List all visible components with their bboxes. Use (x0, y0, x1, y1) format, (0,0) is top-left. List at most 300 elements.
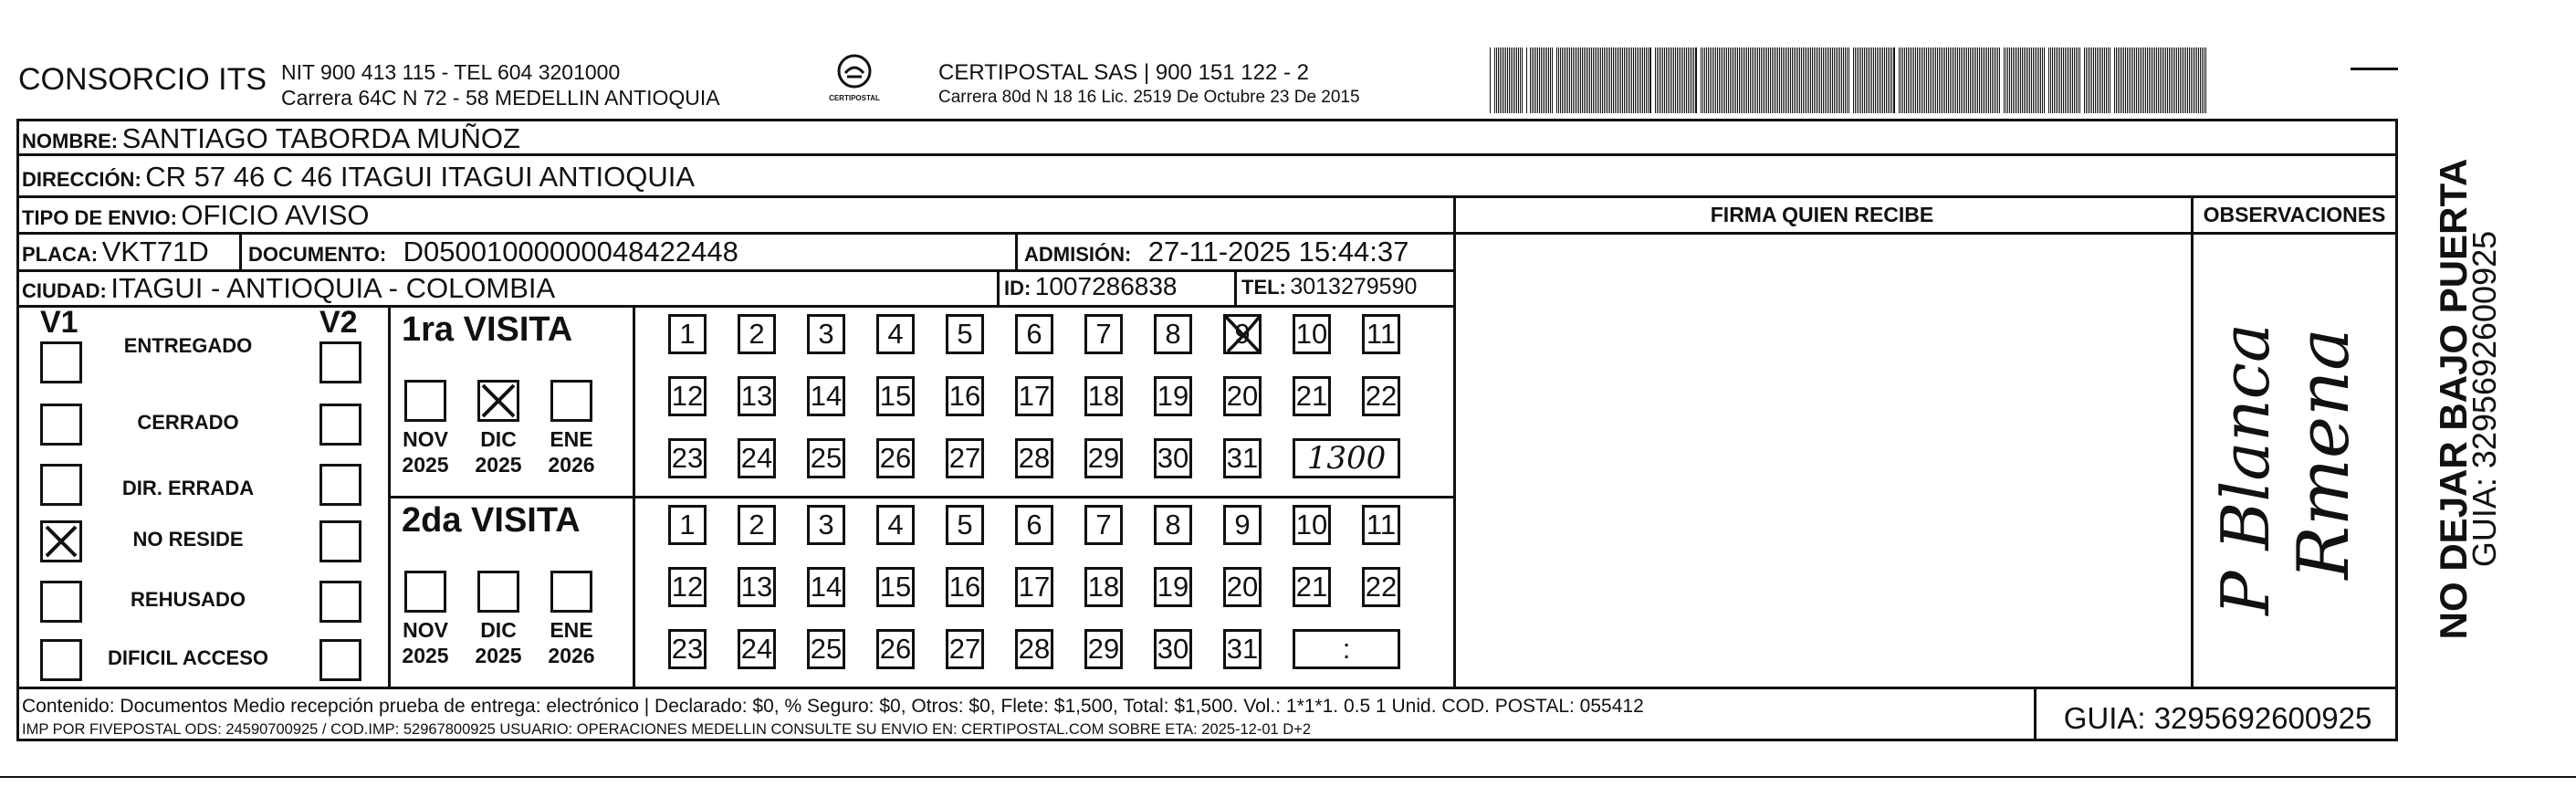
day-box[interactable] (738, 438, 776, 478)
day-box[interactable] (738, 567, 776, 607)
barcode-bar (1828, 47, 1829, 113)
day-number: 27 (948, 442, 981, 474)
day-number: 9 (1234, 318, 1251, 350)
day-box[interactable] (946, 314, 984, 354)
day-box[interactable] (1084, 567, 1123, 607)
barcode-bar (1906, 47, 1907, 113)
day-box[interactable] (668, 314, 707, 354)
company-address: Carrera 64C N 72 - 58 MEDELLIN ANTIOQUIA (281, 86, 720, 110)
day-number: 20 (1226, 571, 1259, 603)
barcode-bar (1631, 47, 1632, 113)
v2-checkbox[interactable] (319, 464, 361, 506)
barcode-bar (2183, 47, 2184, 113)
month-label: NOV (403, 427, 448, 451)
day-box[interactable] (668, 376, 707, 416)
day-number: 25 (810, 442, 843, 474)
row-line (16, 195, 2398, 198)
barcode-bar (1990, 47, 1991, 113)
barcode-bar (1604, 47, 1605, 113)
plate-field (22, 236, 209, 268)
barcode-bar (1952, 47, 1953, 113)
barcode-bar (2125, 47, 2126, 113)
barcode-bar (1539, 47, 1540, 113)
barcode-bar (1748, 47, 1749, 113)
barcode-bar (2171, 47, 2172, 113)
barcode-bar (1657, 47, 1658, 113)
day-box[interactable] (1362, 567, 1400, 607)
barcode-bar (1633, 47, 1634, 113)
id-field (1004, 272, 1178, 301)
barcode-bar (2143, 47, 2144, 113)
barcode-bar (1675, 47, 1676, 113)
company-nit: NIT 900 413 115 - TEL 604 3201000 (281, 60, 621, 84)
v2-checkbox[interactable] (319, 639, 361, 681)
barcode-bar (1944, 47, 1945, 113)
day-number: 20 (1226, 380, 1259, 412)
barcode-bar (2104, 47, 2105, 113)
day-box[interactable] (1293, 314, 1331, 354)
barcode-bar (2176, 47, 2177, 113)
barcode-bar (1526, 47, 1527, 113)
day-box[interactable] (1015, 314, 1053, 354)
day-box[interactable] (1084, 438, 1123, 478)
barcode-bar (2056, 47, 2057, 113)
barcode-bar (1979, 47, 1980, 113)
col-line (239, 232, 242, 269)
barcode-bar (1882, 47, 1883, 113)
year-label: 2025 (475, 453, 522, 477)
day-box[interactable] (1362, 314, 1400, 354)
barcode-bar (1659, 47, 1660, 113)
barcode-bar (2129, 47, 2130, 113)
barcode-bar (1911, 47, 1912, 113)
row-line (2191, 232, 2398, 235)
barcode-bar (1992, 47, 1993, 113)
barcode-bar (1690, 47, 1691, 113)
barcode-bar (2169, 47, 2170, 113)
cross-mark-icon (43, 523, 79, 560)
contents-line: Contenido: Documentos Medio recepción prueba de entrega: electrónico | Declarado: $0, % Seguro: $0, Otros: $0, Flete: $1,500, Total: $1,500. Vol.: 1*1*1. 0.5 1 Unid. COD. POSTAL: 055412 (22, 696, 1644, 717)
barcode-bar (1595, 47, 1596, 113)
barcode-bar (1836, 47, 1837, 113)
footer-guide: GUIA: 3295692600925 (2063, 701, 2372, 735)
barcode-bar (1640, 47, 1641, 113)
col-line (1453, 195, 1456, 687)
day-number: 28 (1018, 633, 1051, 665)
day-number: 28 (1018, 442, 1051, 474)
barcode-bar (1618, 47, 1619, 113)
day-box[interactable] (876, 376, 915, 416)
barcode-bar (2156, 47, 2157, 113)
barcode-bar (2009, 47, 2010, 113)
barcode-bar (1855, 47, 1856, 113)
barcode-bar (1565, 47, 1566, 113)
barcode-bar (1848, 47, 1849, 113)
day-box[interactable] (1223, 567, 1262, 607)
barcode-bar (1908, 47, 1909, 113)
day-box[interactable] (1015, 567, 1053, 607)
day-box[interactable] (1293, 505, 1331, 545)
barcode-bar (1584, 47, 1585, 113)
day-box[interactable] (1154, 505, 1192, 545)
barcode-bar (1957, 47, 1958, 113)
barcode-bar (1926, 47, 1927, 113)
day-box[interactable] (1223, 505, 1262, 545)
barcode-bar (1764, 47, 1765, 113)
barcode-bar (1819, 47, 1820, 113)
day-box[interactable] (1015, 629, 1053, 669)
barcode-bar (1673, 47, 1674, 113)
v2-checkbox[interactable] (319, 404, 361, 446)
barcode-bar (1552, 47, 1553, 113)
barcode-bar (1606, 47, 1607, 113)
day-box[interactable] (738, 314, 776, 354)
barcode-bar (1624, 47, 1625, 113)
barcode-bar (1995, 47, 1996, 113)
day-box[interactable] (807, 438, 845, 478)
month-checkbox[interactable] (404, 571, 446, 613)
barcode-bar (2158, 47, 2159, 113)
day-number: 9 (1234, 509, 1251, 540)
barcode-bar (1562, 47, 1563, 113)
barcode-bar (1862, 47, 1863, 113)
carrier-logo (822, 53, 887, 102)
barcode-bar (1904, 47, 1905, 113)
barcode-bar (1556, 47, 1557, 113)
barcode-bar (2145, 47, 2146, 113)
day-box[interactable] (1362, 505, 1400, 545)
barcode-bar (1801, 47, 1802, 113)
day-box[interactable] (738, 629, 776, 669)
barcode-bar (2068, 47, 2069, 113)
v1-checkbox[interactable] (40, 341, 82, 383)
barcode-bar (2187, 47, 2188, 113)
barcode-bar (1637, 47, 1638, 113)
barcode-bar (1600, 47, 1601, 113)
visit-title: 1ra VISITA (402, 310, 573, 349)
day-box[interactable] (738, 505, 776, 545)
barcode-bar (2116, 47, 2117, 113)
barcode-bar (1744, 47, 1745, 113)
city-label: CIUDAD: (22, 279, 107, 302)
barcode-bar (1774, 47, 1775, 113)
day-box[interactable] (668, 567, 707, 607)
barcode-bar (1752, 47, 1753, 113)
day-box[interactable] (1154, 376, 1192, 416)
tel-value: 3013279590 (1290, 274, 1418, 299)
barcode-bar (1629, 47, 1630, 113)
time-box[interactable] (1293, 438, 1400, 478)
day-box[interactable] (1362, 376, 1400, 416)
day-number: 10 (1295, 509, 1328, 540)
barcode-bar (2048, 47, 2049, 113)
barcode-bar (1719, 47, 1720, 113)
barcode-bar (1569, 47, 1570, 113)
barcode-bar (1922, 47, 1923, 113)
barcode-bar (1983, 47, 1984, 113)
v1-checkbox[interactable] (40, 520, 82, 562)
col-line (2034, 687, 2037, 741)
barcode (1490, 47, 2211, 113)
month-checkbox[interactable] (477, 571, 519, 613)
barcode-bar (1490, 47, 1491, 113)
day-number: 3 (818, 509, 834, 540)
month-label: ENE (550, 427, 593, 451)
month-checkbox[interactable] (477, 380, 519, 422)
barcode-bar (2070, 47, 2071, 113)
day-box[interactable] (946, 438, 984, 478)
day-box[interactable] (1293, 376, 1331, 416)
month-checkbox[interactable] (404, 380, 446, 422)
barcode-bar (1503, 47, 1504, 113)
barcode-bar (1888, 47, 1889, 113)
barcode-bar (2054, 47, 2055, 113)
day-box[interactable] (668, 438, 707, 478)
barcode-bar (1593, 47, 1594, 113)
barcode-bar (1797, 47, 1798, 113)
barcode-bar (1891, 47, 1892, 113)
barcode-bar (1755, 47, 1756, 113)
barcode-bar (1935, 47, 1936, 113)
barcode-bar (1666, 47, 1667, 113)
day-box[interactable] (1084, 376, 1123, 416)
barcode-bar (2079, 47, 2080, 113)
day-box[interactable] (876, 567, 915, 607)
v1-checkbox[interactable] (40, 464, 82, 506)
barcode-bar (1507, 47, 1508, 113)
barcode-bar (2011, 47, 2012, 113)
barcode-bar (2180, 47, 2181, 113)
barcode-bar (1948, 47, 1949, 113)
v2-header: V2 (319, 305, 358, 340)
print-info-line: IMP POR FIVEPOSTAL ODS: 24590700925 / COD.IMP: 52967800925 USUARIO: OPERACIONES MEDELLIN CONSULTE SU ENVIO EN: CERTIPOSTAL.COM SOBRE ETA: 2025-12-01 D+2 (22, 721, 1312, 738)
barcode-bar (1701, 47, 1702, 113)
time-box[interactable] (1293, 629, 1400, 669)
day-box[interactable] (668, 629, 707, 669)
barcode-bar (1775, 47, 1776, 113)
barcode-bar (2147, 47, 2148, 113)
barcode-bar (2178, 47, 2179, 113)
day-box[interactable] (1154, 314, 1192, 354)
day-box[interactable] (946, 629, 984, 669)
row-line (16, 305, 1455, 308)
day-box[interactable] (807, 376, 845, 416)
barcode-bar (1730, 47, 1731, 113)
day-box[interactable] (1015, 376, 1053, 416)
day-box[interactable] (1015, 505, 1053, 545)
barcode-bar (1933, 47, 1934, 113)
barcode-bar (1558, 47, 1559, 113)
day-number: 16 (948, 380, 981, 412)
col-line (997, 269, 1000, 305)
row-line (16, 687, 2398, 689)
day-box[interactable] (1154, 438, 1192, 478)
barcode-bar (1543, 47, 1544, 113)
barcode-bar (1884, 47, 1885, 113)
day-number: 13 (740, 571, 773, 603)
barcode-bar (1961, 47, 1962, 113)
barcode-bar (2140, 47, 2141, 113)
day-box[interactable] (807, 314, 845, 354)
barcode-bar (2134, 47, 2135, 113)
day-number: 22 (1365, 571, 1398, 603)
day-box[interactable] (1084, 505, 1123, 545)
status-option-label: REHUSADO (131, 588, 246, 611)
v1-checkbox[interactable] (40, 639, 82, 681)
barcode-bar (1496, 47, 1497, 113)
barcode-bar (2093, 47, 2094, 113)
barcode-bar (2202, 47, 2203, 113)
day-number: 29 (1087, 633, 1120, 665)
barcode-bar (1668, 47, 1669, 113)
v2-checkbox[interactable] (319, 341, 361, 383)
day-box[interactable] (1154, 567, 1192, 607)
day-box[interactable] (807, 567, 845, 607)
barcode-bar (1968, 47, 1969, 113)
v1-checkbox[interactable] (40, 404, 82, 446)
barcode-bar (2040, 47, 2041, 113)
barcode-bar (2031, 47, 2032, 113)
year-label: 2025 (402, 453, 449, 477)
barcode-bar (1781, 47, 1782, 113)
barcode-bar (2189, 47, 2190, 113)
day-box[interactable] (1084, 629, 1123, 669)
day-number: 14 (810, 380, 843, 412)
barcode-bar (1691, 47, 1692, 113)
day-box[interactable] (946, 376, 984, 416)
day-box[interactable] (1154, 629, 1192, 669)
barcode-bar (2059, 47, 2060, 113)
barcode-bar (1757, 47, 1758, 113)
day-box[interactable] (1223, 376, 1262, 416)
day-number: 26 (879, 442, 912, 474)
barcode-bar (1783, 47, 1784, 113)
barcode-bar (2138, 47, 2139, 113)
barcode-bar (1986, 47, 1987, 113)
day-box[interactable] (807, 505, 845, 545)
barcode-bar (2084, 47, 2085, 113)
barcode-bar (1805, 47, 1806, 113)
barcode-bar (1509, 47, 1510, 113)
barcode-bar (2160, 47, 2161, 113)
v1-checkbox[interactable] (40, 581, 82, 623)
barcode-bar (1724, 47, 1725, 113)
day-box[interactable] (876, 438, 915, 478)
barcode-bar (1869, 47, 1870, 113)
barcode-bar (1498, 47, 1499, 113)
day-box[interactable] (738, 376, 776, 416)
month-checkbox[interactable] (550, 380, 592, 422)
day-box[interactable] (876, 629, 915, 669)
barcode-bar (1825, 47, 1826, 113)
day-number: 31 (1226, 442, 1259, 474)
barcode-bar (2174, 47, 2175, 113)
barcode-bar (1541, 47, 1542, 113)
month-checkbox[interactable] (550, 571, 592, 613)
plate-label: PLACA: (22, 243, 99, 266)
day-box[interactable] (946, 505, 984, 545)
barcode-bar (1988, 47, 1989, 113)
barcode-bar (1550, 47, 1551, 113)
barcode-bar (2127, 47, 2128, 113)
barcode-bar (2042, 47, 2043, 113)
barcode-bar (1880, 47, 1881, 113)
barcode-bar (1915, 47, 1916, 113)
month-label: ENE (550, 618, 593, 642)
barcode-bar (1726, 47, 1727, 113)
day-box[interactable] (807, 629, 845, 669)
barcode-bar (1964, 47, 1965, 113)
barcode-bar (1743, 47, 1744, 113)
day-box[interactable] (946, 567, 984, 607)
barcode-bar (1777, 47, 1778, 113)
barcode-bar (2114, 47, 2115, 113)
day-box[interactable] (668, 505, 707, 545)
barcode-bar (2163, 47, 2164, 113)
barcode-bar (2118, 47, 2119, 113)
barcode-bar (1717, 47, 1718, 113)
day-number: 21 (1295, 380, 1328, 412)
day-box[interactable] (876, 314, 915, 354)
v2-checkbox[interactable] (319, 520, 361, 562)
status-option-label: ENTREGADO (123, 334, 253, 357)
side-notice (2410, 152, 2503, 663)
barcode-bar (1919, 47, 1920, 113)
barcode-bar (1589, 47, 1590, 113)
address-label: DIRECCIÓN: (22, 168, 141, 191)
col-line (2191, 195, 2194, 687)
barcode-bar (1877, 47, 1878, 113)
barcode-bar (1772, 47, 1773, 113)
barcode-bar (1580, 47, 1581, 113)
day-number: 8 (1165, 509, 1181, 540)
barcode-bar (2152, 47, 2153, 113)
day-box[interactable] (1015, 438, 1053, 478)
barcode-bar (1941, 47, 1942, 113)
day-box[interactable] (1293, 567, 1331, 607)
barcode-bar (2065, 47, 2066, 113)
city-field (22, 272, 555, 305)
barcode-bar (2100, 47, 2101, 113)
day-box[interactable] (1084, 314, 1123, 354)
day-box[interactable] (1223, 438, 1262, 478)
visit-title: 2da VISITA (402, 501, 581, 540)
barcode-bar (2029, 47, 2030, 113)
barcode-bar (1602, 47, 1603, 113)
carrier-address: Carrera 80d N 18 16 Lic. 2519 De Octubre 23 De 2015 (938, 88, 1360, 107)
day-number: 8 (1165, 318, 1181, 350)
day-box[interactable] (876, 505, 915, 545)
barcode-bar (1806, 47, 1807, 113)
barcode-bar (1810, 47, 1811, 113)
barcode-bar (1997, 47, 1998, 113)
day-box[interactable] (1223, 314, 1262, 354)
barcode-bar (1737, 47, 1738, 113)
barcode-bar (2095, 47, 2096, 113)
barcode-bar (1873, 47, 1874, 113)
year-label: 2026 (548, 644, 595, 667)
barcode-bar (2050, 47, 2051, 113)
barcode-bar (2182, 47, 2183, 113)
barcode-bar (1972, 47, 1973, 113)
month-label: NOV (403, 618, 448, 642)
cross-mark-icon (480, 383, 517, 419)
barcode-bar (1823, 47, 1824, 113)
v2-checkbox[interactable] (319, 581, 361, 623)
barcode-bar (2194, 47, 2195, 113)
day-box[interactable] (1223, 629, 1262, 669)
barcode-bar (1761, 47, 1762, 113)
